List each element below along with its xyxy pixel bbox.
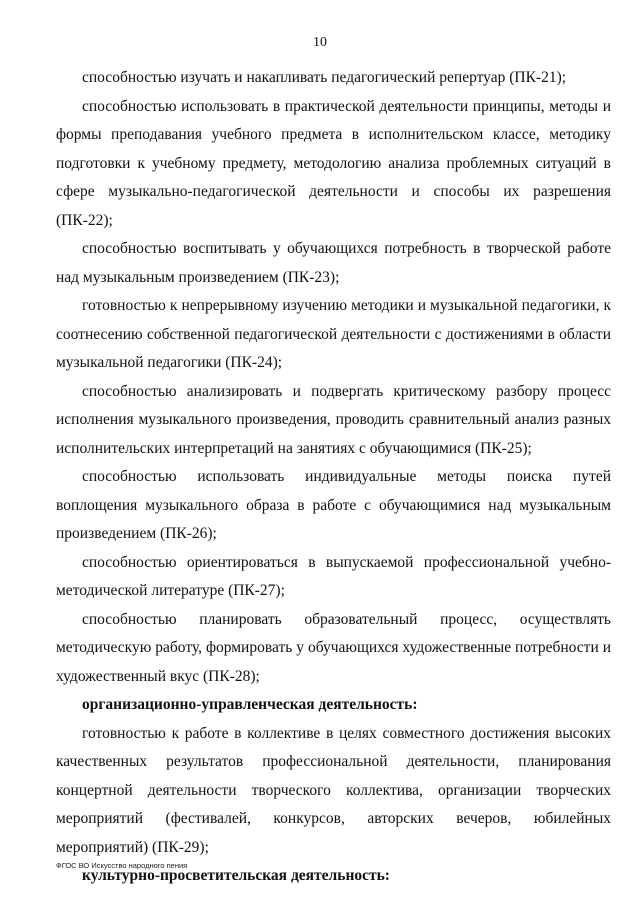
competency-item: готовностью к работе в коллективе в целях совместного достижения высоких качественных результатов профессиональной деятельности, планирования концертной деятельности творческого коллектива, организации творческих мероприятий (фестивалей, конкурсов, авторских вечеров, юбилейных мероприятий) (ПК-29); — [56, 724, 611, 856]
competency-item: способностью использовать в практической деятельности принципы, методы и формы преподавания учебного предмета в исполнительском классе, методику подготовки к учебному предмету, методологию анализа проблемных ситуаций в сфере музыкально-педагогической деятельности и способы их разрешения (ПК-22); — [56, 97, 611, 229]
competency-item: готовностью к непрерывному изучению методики и музыкальной педагогики, к соотнесению собственной педагогической деятельности с достижениями в области музыкальной педагогики (ПК-24); — [56, 297, 611, 371]
competency-item: способностью анализировать и подвергать критическому разбору процесс исполнения музыкального произведения, проводить сравнительный анализ разных исполнительских интерпретаций на занятиях с обучающимися (ПК-25); — [56, 382, 611, 457]
competency-item: способностью планировать образовательный процесс, осуществлять методическую работу, формировать у обучающихся художественные потребности и художественный вкус (ПК-28); — [56, 610, 611, 685]
section-heading-cultural: культурно-просветительская деятельность: — [82, 867, 390, 884]
competency-item: способностью воспитывать у обучающихся потребность в творческой работе над музыкальным произведением (ПК-23); — [56, 240, 611, 286]
document-footer: ФГОС ВО Искусство народного пения — [56, 861, 188, 870]
page-number: 10 — [313, 35, 327, 50]
section-heading-organizational: организационно-управленческая деятельность: — [82, 696, 418, 713]
competency-item: способностью ориентироваться в выпускаемой профессиональной учебно-методической литературе (ПК-27); — [56, 553, 611, 599]
competency-item: способностью изучать и накапливать педагогический репертуар (ПК-21); — [82, 69, 567, 86]
document-body — [56, 64, 611, 891]
competency-item: способностью использовать индивидуальные методы поиска путей воплощения музыкального образа в работе с обучающимися над музыкальным произведением (ПК-26); — [56, 468, 611, 542]
